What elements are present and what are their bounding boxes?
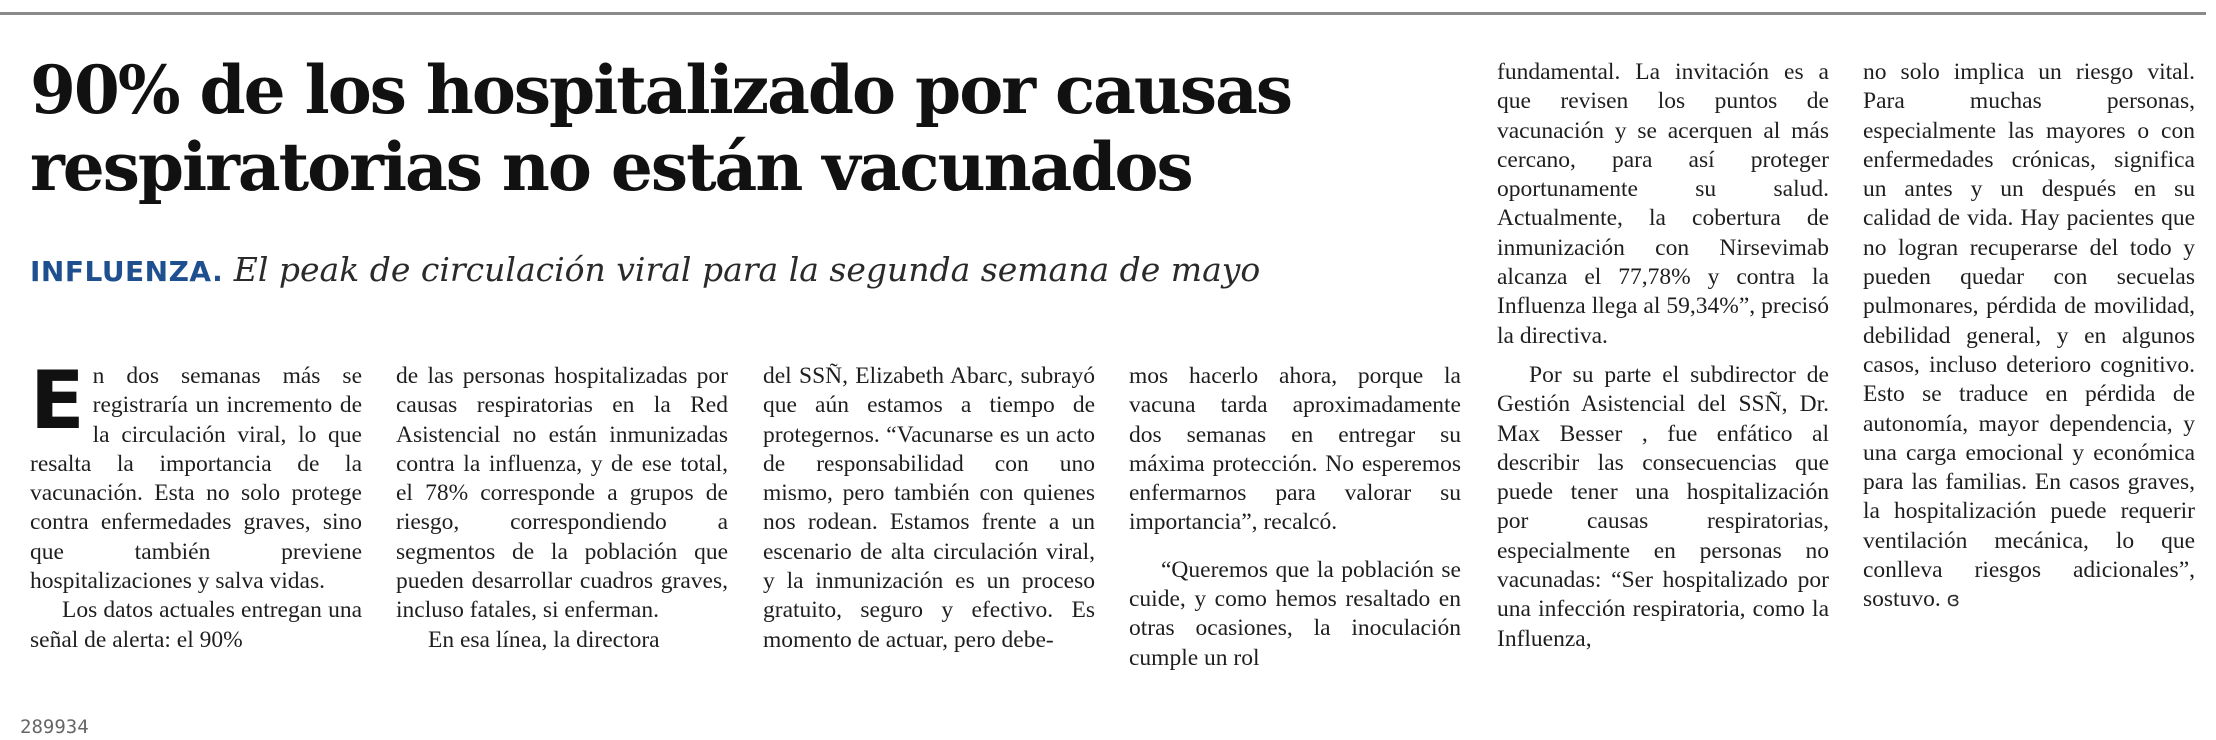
column-1 — [30, 354, 362, 655]
column-6 — [1863, 58, 2195, 615]
column-4 — [1129, 362, 1461, 673]
subheadline — [30, 250, 1450, 292]
column-2 — [396, 362, 728, 655]
top-rule — [0, 12, 2206, 15]
page-code: 289934 — [20, 716, 89, 738]
column-5 — [1497, 58, 1829, 654]
deck-text: El peak de circulación viral para la segunda semana de mayo — [233, 250, 1261, 289]
paragraph: Los datos actuales entregan una señal de alerta: el 90% — [30, 597, 362, 653]
paragraph: “Queremos que la población se cuide, y como hemos resaltado en otras ocasiones, la inoculación cumple un rol — [1129, 556, 1461, 671]
paragraph: En esa línea, la directora — [428, 626, 660, 653]
headline: 90% de los hospitalizado por causas respiratorias no están vacunados — [30, 51, 1291, 206]
section-kicker: INFLUENZA. — [30, 255, 224, 288]
column-3 — [763, 362, 1095, 655]
lead-paragraph: n dos semanas más se registraría un incremento de la circulación viral, lo que resalta la importancia de la vacunación. Esta no solo protege contra enfermedades graves, sino que también previene hospitalizaciones y salva vidas. — [30, 363, 362, 595]
paragraph: del SSÑ, Elizabeth Abarc, subrayó que aún estamos a tiempo de protegernos. “Vacunarse es un acto de responsabilidad con uno mismo, pero también con quienes nos rodean. Estamos frente a un escenario de alta circulación viral, y la inmunización es un proceso gratuito, seguro y efectivo. Es momento de actuar, pero debe- — [763, 363, 1095, 653]
drop-cap: E — [30, 354, 85, 447]
paragraph: fundamental. La invitación es a que revisen los puntos de vacunación y se acerquen al más cercano, para así proteger oportunamente su salud. Actualmente, la cobertura de inmunización con Nirsevimab alcanza el 77,78% y contra la Influenza llega al 59,34%”, precisó la directiva. — [1497, 59, 1829, 349]
paragraph: Por su parte el subdirector de Gestión Asistencial del SSÑ, Dr. Max Besser , fue enfático al describir las consecuencias que puede tener una hospitalización por causas respiratorias, especialmente en personas no vacunadas: “Ser hospitalizado por una infección respiratoria, como la Influenza, — [1497, 361, 1829, 652]
paragraph: de las personas hospitalizadas por causas respiratorias en la Red Asistencial no están inmunizadas contra la influenza, y de ese total, el 78% corresponde a grupos de riesgo, correspondiendo a segmentos de la población que pueden desarrollar cuadros graves, incluso fatales, si enferman. — [396, 363, 728, 624]
paragraph: no solo implica un riesgo vital. Para muchas personas, especialmente las mayores o con enfermedades crónicas, significa un antes y un después en su calidad de vida. Hay pacientes que no logran recuperarse del todo y pueden quedar con secuelas pulmonares, pérdida de movilidad, debilidad general, y en algunos casos, incluso deterioro cognitivo. Esto se traduce en pérdida de autonomía, mayor dependencia, y una carga emocional y económica para las familias. En casos graves, la hospitalización puede requerir ventilación mecánica, lo que conlleva riesgos adicionales”, sostuvo. — [1863, 59, 2195, 613]
paragraph: mos hacerlo ahora, porque la vacuna tarda aproximadamente dos semanas en entregar su máxima protección. No esperemos enfermarnos para valorar su importancia”, recalcó. — [1129, 363, 1461, 536]
end-mark-icon: ɞ — [1946, 587, 1960, 612]
